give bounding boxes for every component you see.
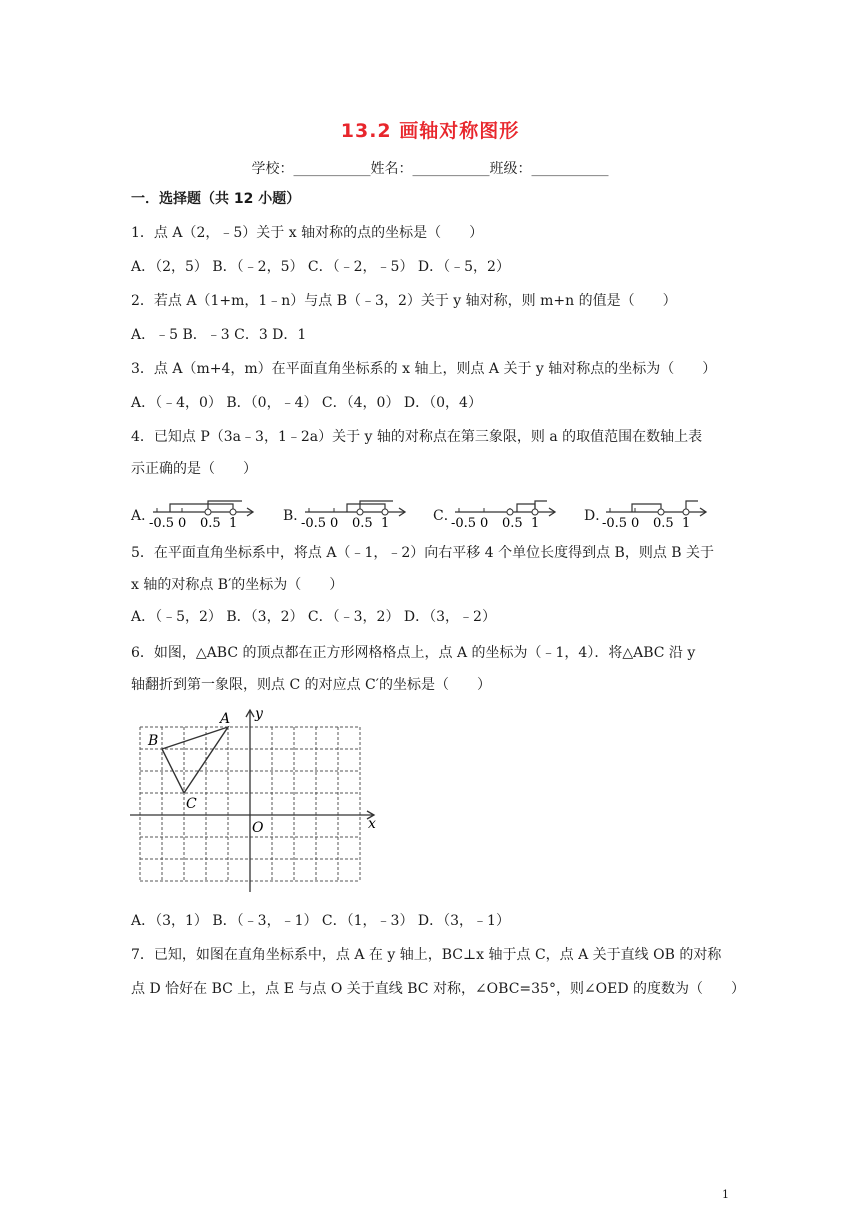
- q7-stem-line1: 7．已知，如图在直角坐标系中，点 A 在 y 轴上，BC⊥x 轴于点 C，点 A 关于直线 OB 的对称: [131, 947, 722, 963]
- label-x: x: [368, 816, 376, 832]
- tick-label: 1: [381, 516, 390, 530]
- number-line-c: [451, 498, 561, 530]
- triangle-abc: [162, 727, 228, 793]
- q7-stem-line2: 点 D 恰好在 BC 上，点 E 与点 O 关于直线 BC 对称，∠OBC=35°，则∠OED 的度数为（ ）: [131, 981, 746, 997]
- label-b: B: [148, 733, 159, 749]
- tick-label: 0: [178, 516, 187, 530]
- q2-stem: 2．若点 A（1+m，1﹣n）与点 B（﹣3，2）关于 y 轴对称，则 m+n 的值是（ ）: [131, 293, 677, 309]
- tick-label: 1: [531, 516, 540, 530]
- tick-label: 0: [631, 516, 640, 530]
- page-title: 13.2 画轴对称图形: [340, 120, 520, 142]
- q3-stem: 3．点 A（m+4，m）在平面直角坐标系的 x 轴上，则点 A 关于 y 轴对称点的坐标为（ ）: [131, 361, 717, 377]
- q4-stem-line2: 示正确的是（ ）: [131, 461, 257, 477]
- q5-stem-line2: x 轴的对称点 B′的坐标为（ ）: [131, 577, 344, 593]
- number-line-b: [301, 498, 411, 530]
- q4-options: [131, 498, 731, 530]
- option-letter: A．: [131, 508, 156, 524]
- section-heading: 一．选择题（共 12 小题）: [131, 191, 301, 207]
- label-c: C: [186, 796, 197, 812]
- student-info-line: 学校：___________姓名：___________班级：___________: [251, 161, 609, 177]
- number-line-a: [149, 498, 259, 530]
- tick-label: -0.5: [602, 516, 628, 530]
- tick-label: 0.5: [200, 516, 221, 530]
- option-letter: C．: [433, 508, 458, 524]
- q1-options: A．（2，5） B．（﹣2，5） C．（﹣2，﹣5） D．（﹣5，2）: [131, 259, 510, 275]
- option-letter: B．: [283, 508, 308, 524]
- q6-options: A．（3，1） B．（﹣3，﹣1） C．（1，﹣3） D．（3，﹣1）: [131, 913, 510, 929]
- option-letter: D．: [584, 508, 610, 524]
- tick-label: -0.5: [451, 516, 477, 530]
- number-line-d: [602, 498, 712, 530]
- q1-stem: 1．点 A（2，﹣5）关于 x 轴对称的点的坐标是（ ）: [131, 225, 484, 241]
- tick-label: 0.5: [502, 516, 523, 530]
- tick-label: -0.5: [301, 516, 327, 530]
- tick-label: -0.5: [149, 516, 175, 530]
- q5-options: A．（﹣5，2） B．（3，2） C．（﹣3，2） D．（3，﹣2）: [131, 609, 496, 625]
- q3-options: A．（﹣4，0） B．（0，﹣4） C．（4，0） D．（0，4）: [131, 395, 482, 411]
- tick-label: 0.5: [352, 516, 373, 530]
- label-y: y: [255, 706, 263, 722]
- q6-grid-figure: [128, 704, 382, 896]
- q5-stem-line1: 5．在平面直角坐标系中，将点 A（﹣1，﹣2）向右平移 4 个单位长度得到点 B，则点 B 关于: [131, 545, 715, 561]
- tick-label: 1: [229, 516, 238, 530]
- tick-label: 1: [682, 516, 691, 530]
- page-number: 1: [722, 1188, 729, 1201]
- q6-stem-line2: 轴翻折到第一象限，则点 C 的对应点 C′的坐标是（ ）: [131, 677, 491, 693]
- tick-label: 0.5: [653, 516, 674, 530]
- q2-options: A．﹣5 B．﹣3 C．3 D．1: [131, 327, 307, 343]
- label-origin: O: [252, 820, 264, 836]
- tick-label: 0: [480, 516, 489, 530]
- q6-stem-line1: 6．如图，△ABC 的顶点都在正方形网格格点上，点 A 的坐标为（﹣1，4）．将△ABC 沿 y: [131, 645, 696, 661]
- label-a: A: [220, 711, 231, 727]
- q4-stem-line1: 4．已知点 P（3a﹣3，1﹣2a）关于 y 轴的对称点在第三象限，则 a 的取值范围在数轴上表: [131, 429, 703, 445]
- tick-label: 0: [330, 516, 339, 530]
